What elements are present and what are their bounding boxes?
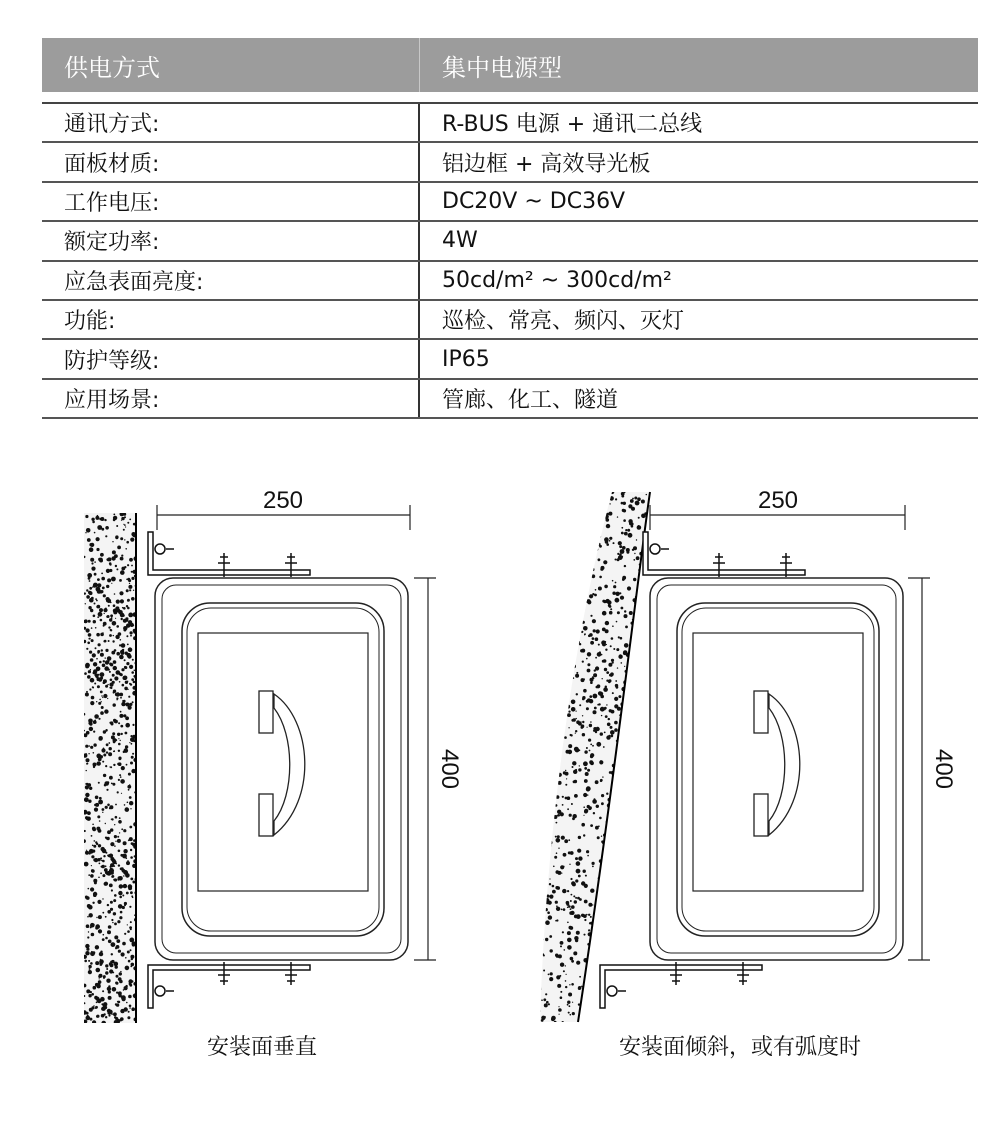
row-label: 应用场景: — [42, 380, 420, 417]
row-label: 额定功率: — [42, 222, 420, 259]
row-value: 管廊、化工、隧道 — [442, 387, 619, 413]
header-value: 集中电源型 — [442, 53, 562, 82]
table-row — [42, 183, 978, 222]
phone-icon — [754, 691, 800, 836]
table-row — [42, 301, 978, 340]
caption-vertical: 安装面垂直 — [206, 1035, 318, 1060]
top-bracket — [148, 532, 310, 577]
row-label: 面板材质: — [42, 143, 420, 180]
table-row — [42, 104, 978, 143]
table-row — [42, 143, 978, 182]
header-label: 供电方式 — [42, 38, 420, 92]
width-label: 250 — [757, 487, 799, 514]
width-label: 250 — [262, 487, 304, 514]
row-label: 应急表面亮度: — [42, 262, 420, 299]
row-value: 巡检、常亮、频闪、灭灯 — [442, 309, 685, 335]
spec-header — [42, 38, 978, 92]
wall-texture — [536, 489, 655, 1027]
height-label: 400 — [930, 748, 957, 790]
row-label: 防护等级: — [42, 340, 420, 377]
table-row — [42, 262, 978, 301]
row-label: 功能: — [42, 301, 420, 338]
height-label: 400 — [436, 748, 463, 790]
phone-icon — [259, 691, 305, 836]
row-value: DC20V ~ DC36V — [442, 188, 626, 214]
header-divider — [42, 92, 978, 104]
table-row — [42, 380, 978, 419]
table-row — [42, 340, 978, 379]
row-value: 铝边框 + 高效导光板 — [442, 151, 651, 177]
wall-texture — [82, 512, 138, 1026]
row-label: 通讯方式: — [42, 104, 420, 141]
table-row — [42, 222, 978, 261]
height-dimension — [414, 578, 436, 960]
lamp-body — [650, 578, 903, 960]
row-value: IP65 — [442, 346, 490, 372]
bottom-bracket — [148, 962, 310, 1008]
caption-inclined: 安装面倾斜，或有弧度时 — [618, 1035, 862, 1060]
drawing-vertical-mount — [82, 487, 463, 1025]
spec-table — [42, 38, 978, 419]
row-value: 50cd/m² ~ 300cd/m² — [442, 267, 672, 293]
lamp-body — [155, 578, 408, 960]
row-label: 工作电压: — [42, 183, 420, 220]
top-bracket — [643, 532, 805, 577]
row-value: 4W — [442, 228, 478, 254]
installation-drawings — [0, 470, 1000, 1090]
drawing-inclined-mount — [536, 487, 957, 1027]
bottom-bracket — [600, 962, 762, 1008]
row-value: R-BUS 电源 + 通讯二总线 — [442, 112, 703, 138]
height-dimension — [908, 578, 930, 960]
